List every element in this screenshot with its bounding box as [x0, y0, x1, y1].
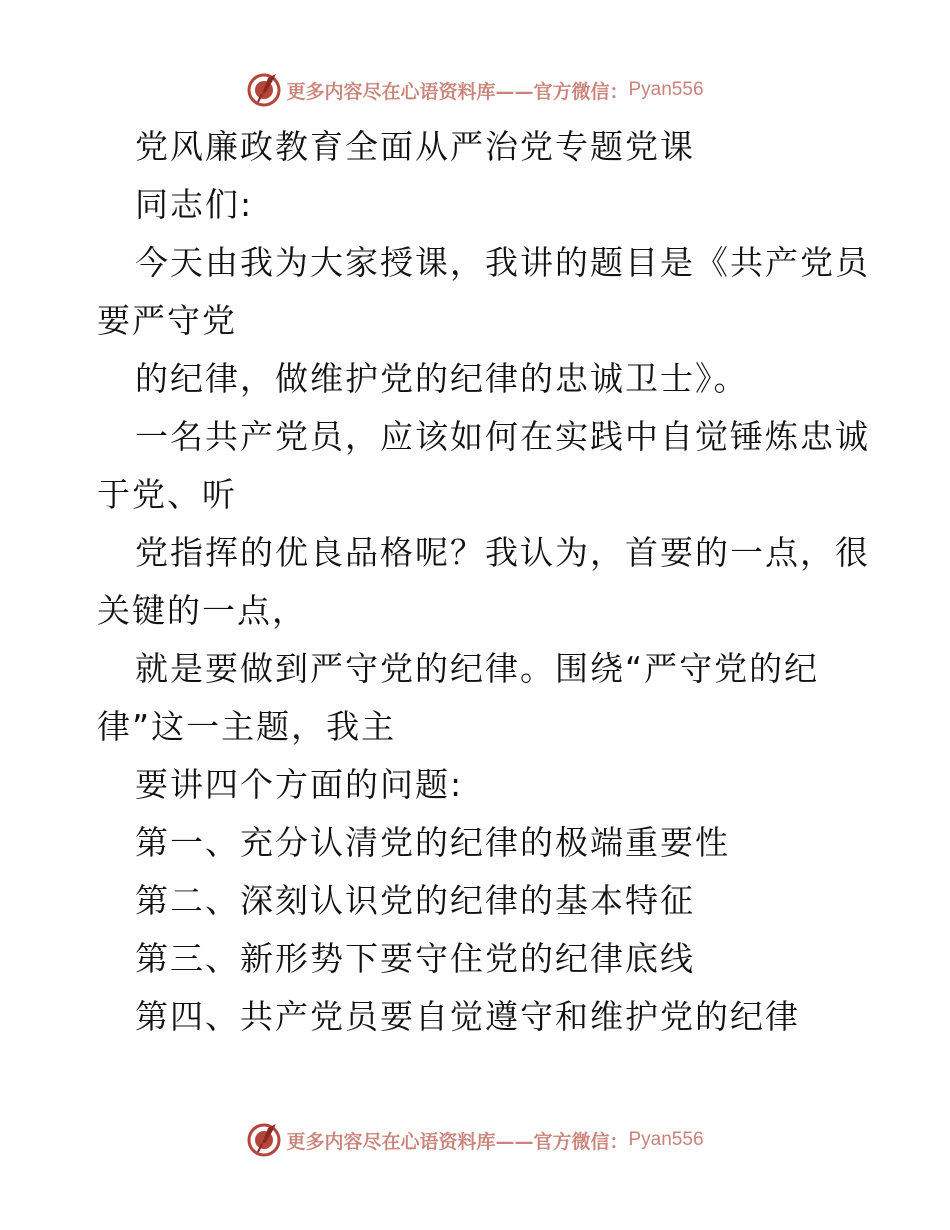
- list-item: 第一、充分认清党的纪律的极端重要性: [135, 823, 730, 862]
- document-title: 党风廉政教育全面从严治党专题党课: [135, 127, 695, 166]
- watermark-wechat-id: Pyan556: [628, 1129, 704, 1150]
- paragraph-line: 一名共产党员，应该如何在实践中自觉锤炼忠诚: [135, 417, 870, 456]
- watermark-text: 更多内容尽在心语资料库——官方微信：: [286, 1130, 629, 1153]
- watermark-text: 更多内容尽在心语资料库——官方微信：: [286, 80, 629, 103]
- salutation: 同志们:: [135, 185, 254, 224]
- paragraph-line: 于党、听: [97, 475, 237, 514]
- document-body: [97, 118, 870, 1046]
- header-watermark-banner: [0, 70, 950, 110]
- paragraph-line: 律”这一主题，我主: [97, 707, 397, 746]
- paragraph-line: 要严守党: [97, 301, 237, 340]
- paragraph-line: 要讲四个方面的问题:: [135, 765, 464, 804]
- quill-logo-icon: [246, 1122, 282, 1158]
- paragraph-line: 就是要做到严守党的纪律。围绕“严守党的纪: [135, 649, 820, 688]
- list-item: 第三、新形势下要守住党的纪律底线: [135, 939, 695, 978]
- paragraph-line: 党指挥的优良品格呢？我认为，首要的一点，很: [135, 533, 870, 572]
- quill-logo-icon: [246, 72, 282, 108]
- watermark-wechat-id: Pyan556: [628, 79, 704, 100]
- footer-watermark-banner: [0, 1120, 950, 1160]
- paragraph-line: 关键的一点，: [97, 591, 307, 630]
- list-item: 第二、深刻认识党的纪律的基本特征: [135, 881, 695, 920]
- paragraph-line: 的纪律，做维护党的纪律的忠诚卫士》。: [135, 359, 749, 398]
- paragraph-line: 今天由我为大家授课，我讲的题目是《共产党员: [135, 243, 870, 282]
- list-item: 第四、共产党员要自觉遵守和维护党的纪律: [135, 997, 800, 1036]
